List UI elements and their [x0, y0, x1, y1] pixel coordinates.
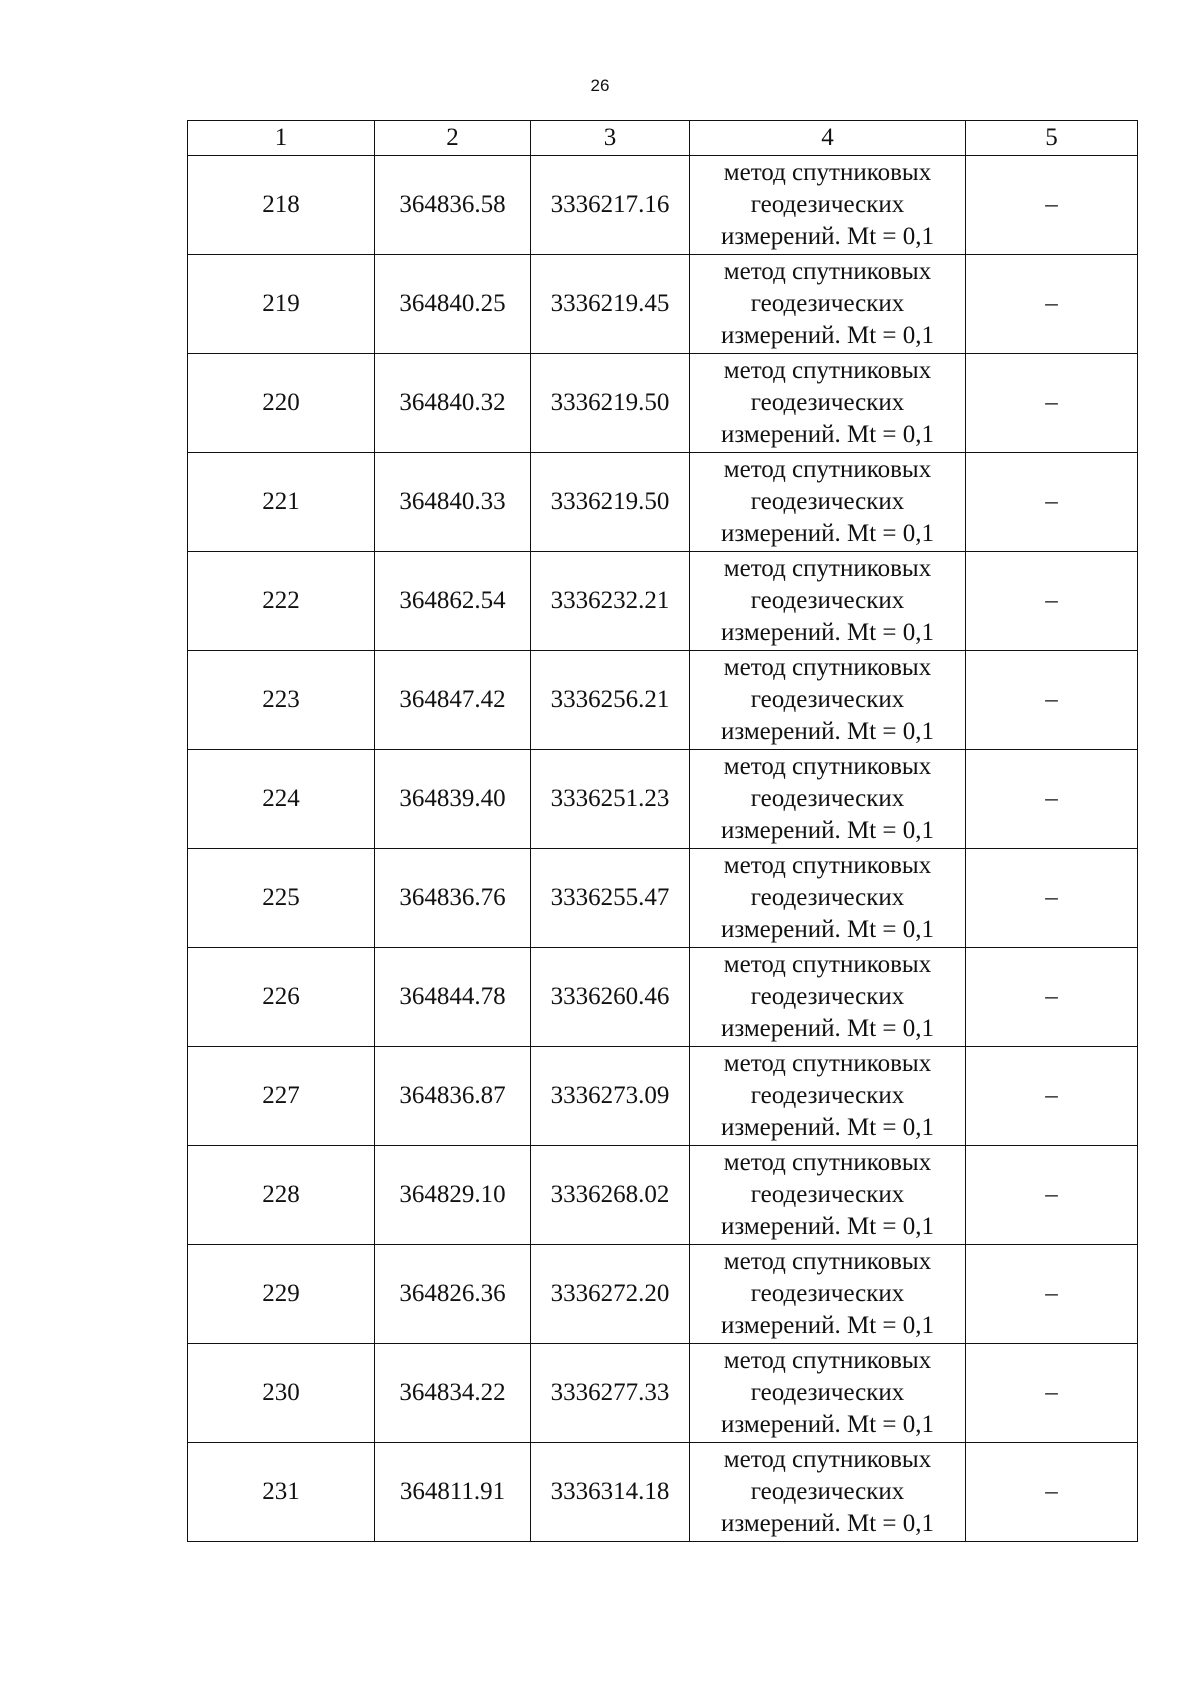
x-coordinate-cell: 364840.33 — [375, 453, 531, 552]
x-coordinate-cell: 364829.10 — [375, 1146, 531, 1245]
x-coordinate-cell: 364839.40 — [375, 750, 531, 849]
y-coordinate-cell: 3336219.50 — [531, 354, 690, 453]
point-number-cell: 224 — [188, 750, 375, 849]
point-number-cell: 219 — [188, 255, 375, 354]
method-line: измерений. Mt = 0,1 — [720, 718, 935, 745]
method-line: метод спутниковых — [723, 1149, 932, 1176]
y-coordinate-cell: 3336251.23 — [531, 750, 690, 849]
method-line: геодезических — [750, 1478, 905, 1505]
point-number-cell: 229 — [188, 1245, 375, 1344]
method-line: геодезических — [750, 1082, 905, 1109]
method-line: метод спутниковых — [723, 654, 932, 681]
method-line: геодезических — [750, 290, 905, 317]
method-line: измерений. Mt = 0,1 — [720, 1411, 935, 1438]
table-row — [188, 1344, 1138, 1443]
description-cell: – — [966, 750, 1138, 849]
point-number-cell: 228 — [188, 1146, 375, 1245]
table-row — [188, 651, 1138, 750]
description-cell: – — [966, 255, 1138, 354]
method-line: измерений. Mt = 0,1 — [720, 1312, 935, 1339]
method-line: измерений. Mt = 0,1 — [720, 1114, 935, 1141]
column-header-2: 2 — [375, 121, 531, 156]
method-line: метод спутниковых — [723, 258, 932, 285]
method-line: геодезических — [750, 1379, 905, 1406]
description-cell: – — [966, 651, 1138, 750]
y-coordinate-cell: 3336273.09 — [531, 1047, 690, 1146]
y-coordinate-cell: 3336256.21 — [531, 651, 690, 750]
method-line: геодезических — [750, 1280, 905, 1307]
method-line: метод спутниковых — [723, 1050, 932, 1077]
description-cell: – — [966, 354, 1138, 453]
description-cell: – — [966, 849, 1138, 948]
method-line: геодезических — [750, 686, 905, 713]
y-coordinate-cell: 3336260.46 — [531, 948, 690, 1047]
description-cell: – — [966, 453, 1138, 552]
description-cell: – — [966, 948, 1138, 1047]
point-number-cell: 221 — [188, 453, 375, 552]
description-cell: – — [966, 1443, 1138, 1542]
method-line: измерений. Mt = 0,1 — [720, 1213, 935, 1240]
method-line: метод спутниковых — [723, 1347, 932, 1374]
y-coordinate-cell: 3336272.20 — [531, 1245, 690, 1344]
method-line: измерений. Mt = 0,1 — [720, 817, 935, 844]
description-cell: – — [966, 156, 1138, 255]
point-number-cell: 218 — [188, 156, 375, 255]
method-line: метод спутниковых — [723, 357, 932, 384]
table-row — [188, 1047, 1138, 1146]
point-number-cell: 222 — [188, 552, 375, 651]
y-coordinate-cell: 3336217.16 — [531, 156, 690, 255]
y-coordinate-cell: 3336268.02 — [531, 1146, 690, 1245]
y-coordinate-cell: 3336314.18 — [531, 1443, 690, 1542]
description-cell: – — [966, 1245, 1138, 1344]
column-header-3: 3 — [531, 121, 690, 156]
point-number-cell: 231 — [188, 1443, 375, 1542]
y-coordinate-cell: 3336255.47 — [531, 849, 690, 948]
table-row — [188, 354, 1138, 453]
x-coordinate-cell: 364834.22 — [375, 1344, 531, 1443]
y-coordinate-cell: 3336219.50 — [531, 453, 690, 552]
method-line: геодезических — [750, 1181, 905, 1208]
method-cell — [690, 354, 966, 453]
table-header-row — [188, 121, 1138, 156]
method-cell — [690, 1047, 966, 1146]
method-line: метод спутниковых — [723, 159, 932, 186]
method-cell — [690, 750, 966, 849]
method-line: геодезических — [750, 983, 905, 1010]
method-line: геодезических — [750, 191, 905, 218]
point-number-cell: 223 — [188, 651, 375, 750]
table-row — [188, 453, 1138, 552]
method-line: метод спутниковых — [723, 753, 932, 780]
table-row — [188, 948, 1138, 1047]
method-line: геодезических — [750, 785, 905, 812]
method-line: метод спутниковых — [723, 456, 932, 483]
description-cell: – — [966, 1344, 1138, 1443]
method-line: геодезических — [750, 389, 905, 416]
method-cell — [690, 1344, 966, 1443]
table-row — [188, 849, 1138, 948]
method-cell — [690, 552, 966, 651]
x-coordinate-cell: 364840.32 — [375, 354, 531, 453]
y-coordinate-cell: 3336232.21 — [531, 552, 690, 651]
method-line: измерений. Mt = 0,1 — [720, 1015, 935, 1042]
method-cell — [690, 255, 966, 354]
table-row — [188, 1443, 1138, 1542]
method-cell — [690, 1146, 966, 1245]
point-number-cell: 226 — [188, 948, 375, 1047]
method-line: измерений. Mt = 0,1 — [720, 322, 935, 349]
table-row — [188, 552, 1138, 651]
method-line: измерений. Mt = 0,1 — [720, 421, 935, 448]
x-coordinate-cell: 364811.91 — [375, 1443, 531, 1542]
column-header-1: 1 — [188, 121, 375, 156]
x-coordinate-cell: 364840.25 — [375, 255, 531, 354]
method-cell — [690, 948, 966, 1047]
method-cell — [690, 453, 966, 552]
table-row — [188, 156, 1138, 255]
point-number-cell: 220 — [188, 354, 375, 453]
x-coordinate-cell: 364836.58 — [375, 156, 531, 255]
x-coordinate-cell: 364836.87 — [375, 1047, 531, 1146]
y-coordinate-cell: 3336277.33 — [531, 1344, 690, 1443]
method-line: геодезических — [750, 587, 905, 614]
page-number: 26 — [590, 76, 610, 95]
method-line: метод спутниковых — [723, 951, 932, 978]
method-cell — [690, 1245, 966, 1344]
column-header-5: 5 — [966, 121, 1138, 156]
method-line: метод спутниковых — [723, 1248, 932, 1275]
table-row — [188, 255, 1138, 354]
method-line: измерений. Mt = 0,1 — [720, 223, 935, 250]
point-number-cell: 227 — [188, 1047, 375, 1146]
table-row — [188, 750, 1138, 849]
table-row — [188, 1146, 1138, 1245]
method-cell — [690, 1443, 966, 1542]
x-coordinate-cell: 364836.76 — [375, 849, 531, 948]
x-coordinate-cell: 364847.42 — [375, 651, 531, 750]
method-cell — [690, 651, 966, 750]
x-coordinate-cell: 364862.54 — [375, 552, 531, 651]
table-body — [188, 156, 1138, 1542]
table-row — [188, 1245, 1138, 1344]
method-line: измерений. Mt = 0,1 — [720, 520, 935, 547]
y-coordinate-cell: 3336219.45 — [531, 255, 690, 354]
method-line: метод спутниковых — [723, 1446, 932, 1473]
point-number-cell: 230 — [188, 1344, 375, 1443]
method-cell — [690, 156, 966, 255]
method-line: измерений. Mt = 0,1 — [720, 916, 935, 943]
description-cell: – — [966, 1047, 1138, 1146]
x-coordinate-cell: 364826.36 — [375, 1245, 531, 1344]
point-number-cell: 225 — [188, 849, 375, 948]
method-line: измерений. Mt = 0,1 — [720, 1510, 935, 1537]
method-line: измерений. Mt = 0,1 — [720, 619, 935, 646]
method-line: метод спутниковых — [723, 555, 932, 582]
method-line: геодезических — [750, 488, 905, 515]
column-header-4: 4 — [690, 121, 966, 156]
description-cell: – — [966, 1146, 1138, 1245]
description-cell: – — [966, 552, 1138, 651]
method-cell — [690, 849, 966, 948]
coordinates-table — [187, 120, 1138, 1542]
method-line: геодезических — [750, 884, 905, 911]
method-line: метод спутниковых — [723, 852, 932, 879]
x-coordinate-cell: 364844.78 — [375, 948, 531, 1047]
